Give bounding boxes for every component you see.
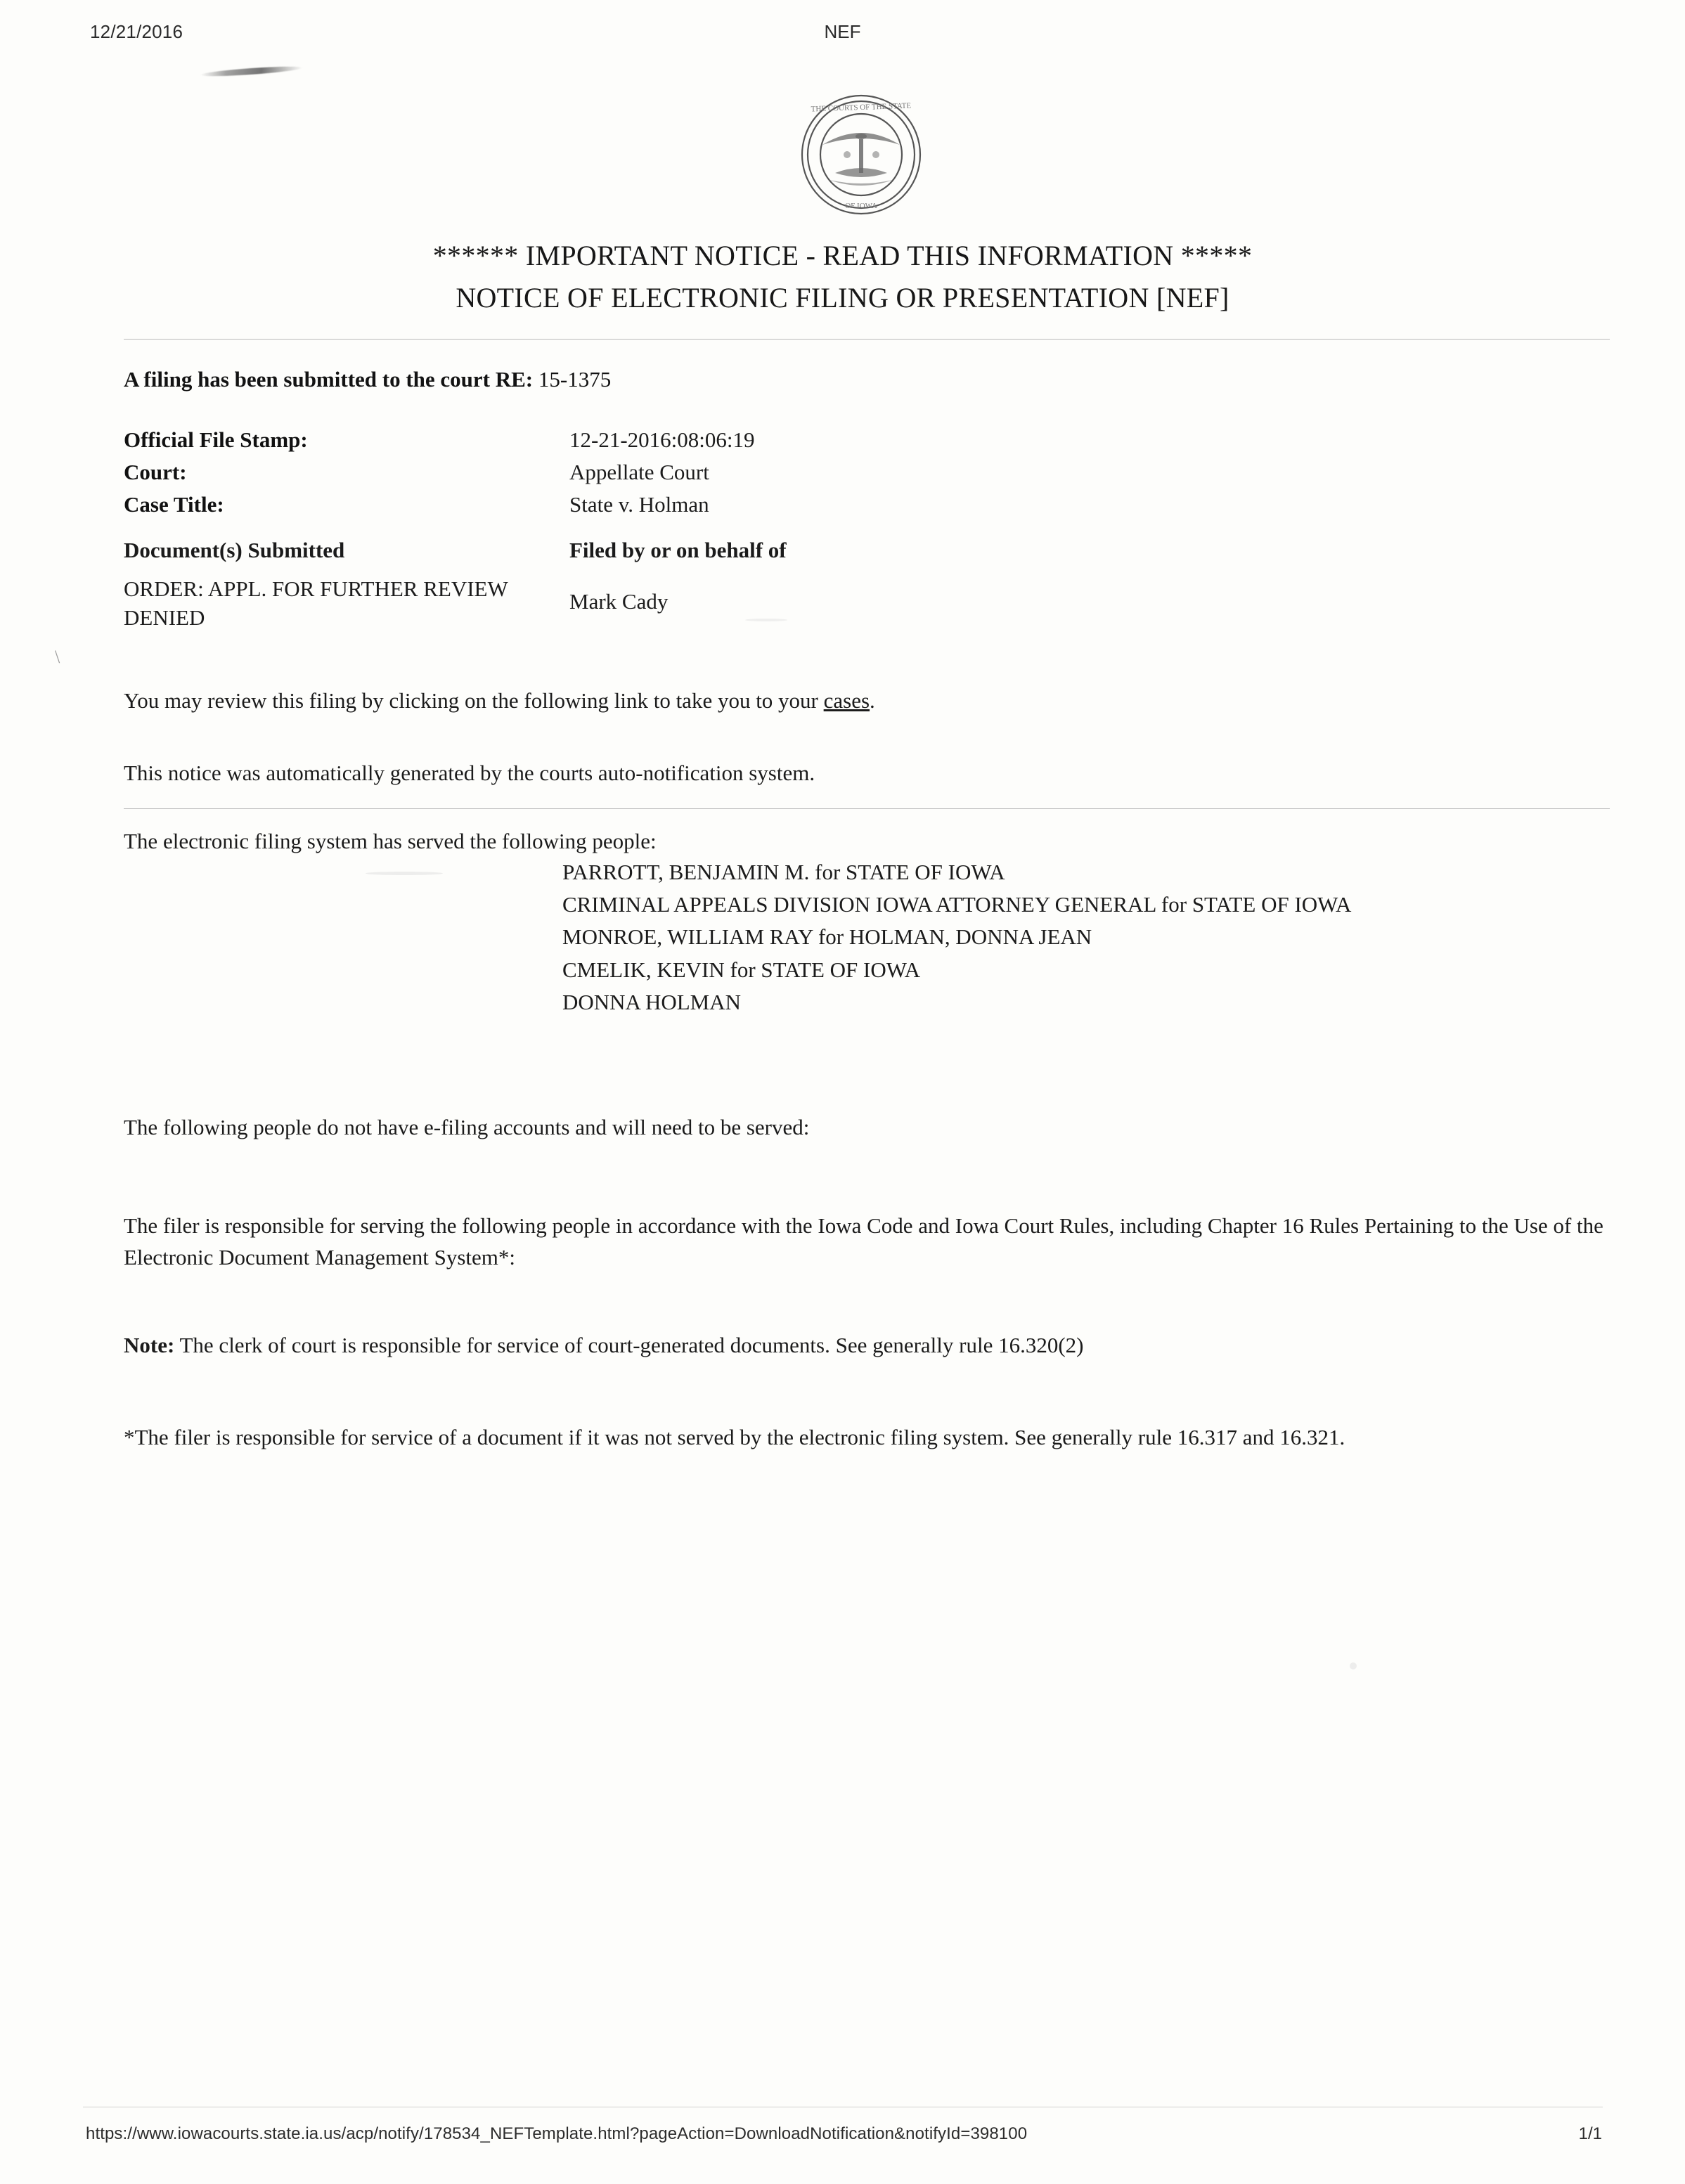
list-item: CRIMINAL APPEALS DIVISION IOWA ATTORNEY GENERAL for STATE OF IOWA: [562, 892, 1352, 917]
divider-top: [124, 339, 1610, 340]
auto-generated-paragraph: This notice was automatically generated by the courts auto-notification system.: [124, 761, 815, 785]
case-title-label: Case Title:: [124, 492, 224, 517]
filing-re-value: 15-1375: [538, 367, 612, 392]
divider-middle: [124, 808, 1610, 809]
filing-re-line: [124, 367, 611, 392]
filer-responsibility-paragraph: The filer is responsible for serving the following people in accordance with the Iowa Code and Iowa Court Rules, including Chapter 16 Rules Pertaining to the Use of the Electronic Document Management System*:: [124, 1213, 1603, 1269]
scan-speckle: [366, 872, 443, 875]
scan-speckle: [745, 619, 787, 621]
documents-submitted-header: Document(s) Submitted: [124, 538, 345, 562]
scan-artifact-mark: [200, 65, 302, 78]
official-file-stamp-value: 12-21-2016:08:06:19: [569, 427, 755, 452]
review-prefix-text: You may review this filing by clicking on the following link to take you to your: [124, 688, 824, 713]
field-row: [124, 492, 1178, 524]
print-header: [0, 21, 1685, 49]
list-item: PARROTT, BENJAMIN M. for STATE OF IOWA: [562, 860, 1005, 884]
filed-by-value: Mark Cady: [569, 589, 669, 614]
court-value: Appellate Court: [569, 460, 709, 484]
svg-text:OF IOWA: OF IOWA: [845, 202, 877, 210]
review-filing-paragraph: [124, 685, 1530, 717]
scan-artifact-tick: \: [55, 647, 60, 667]
svg-text:THE COURTS OF THE STATE: THE COURTS OF THE STATE: [811, 101, 912, 114]
list-item: DONNA HOLMAN: [562, 989, 742, 1014]
field-row: [124, 427, 1178, 460]
important-notice-heading: ****** IMPORTANT NOTICE - READ THIS INFORMATION *****: [432, 240, 1253, 271]
served-people-list: [562, 856, 1351, 1019]
served-intro-paragraph: The electronic filing system has served the following people:: [124, 829, 657, 853]
note-paragraph: [124, 1330, 1565, 1362]
field-row: [124, 460, 1178, 492]
official-file-stamp-label: Official File Stamp:: [124, 427, 308, 452]
note-label: Note:: [124, 1333, 175, 1357]
nef-subheading: NOTICE OF ELECTRONIC FILING OR PRESENTATION [NEF]: [456, 282, 1229, 314]
cases-link[interactable]: cases: [823, 688, 870, 713]
scan-speckle: [1350, 1662, 1357, 1669]
case-title-value: State v. Holman: [569, 492, 709, 517]
print-date: 12/21/2016: [90, 21, 183, 42]
court-label: Court:: [124, 460, 187, 484]
footnote-paragraph: *The filer is responsible for service of a document if it was not served by the electronic filing system. See generally rule 16.317 and 16.321.: [124, 1425, 1345, 1449]
list-item: CMELIK, KEVIN for STATE OF IOWA: [562, 957, 920, 982]
filing-re-label: A filing has been submitted to the court RE:: [124, 367, 534, 392]
footer-page-number: 1/1: [1578, 2124, 1602, 2143]
list-item: MONROE, WILLIAM RAY for HOLMAN, DONNA JEAN: [562, 924, 1092, 950]
review-suffix-text: .: [870, 688, 875, 713]
court-seal: [780, 84, 942, 225]
print-title: NEF: [824, 21, 861, 42]
filing-details: [124, 427, 1178, 524]
filed-by-header: Filed by or on behalf of: [569, 538, 787, 562]
no-efiling-accounts-paragraph: The following people do not have e-filing accounts and will need to be served:: [124, 1115, 810, 1139]
note-text: The clerk of court is responsible for service of court-generated documents. See generally rule 16.320(2): [174, 1333, 1084, 1357]
footer-url: https://www.iowacourts.state.ia.us/acp/notify/178534_NEFTemplate.html?pageAction=DownloadNotification&notifyId=398100: [86, 2124, 1028, 2143]
document-submitted-value: ORDER: APPL. FOR FURTHER REVIEW DENIED: [124, 576, 508, 630]
